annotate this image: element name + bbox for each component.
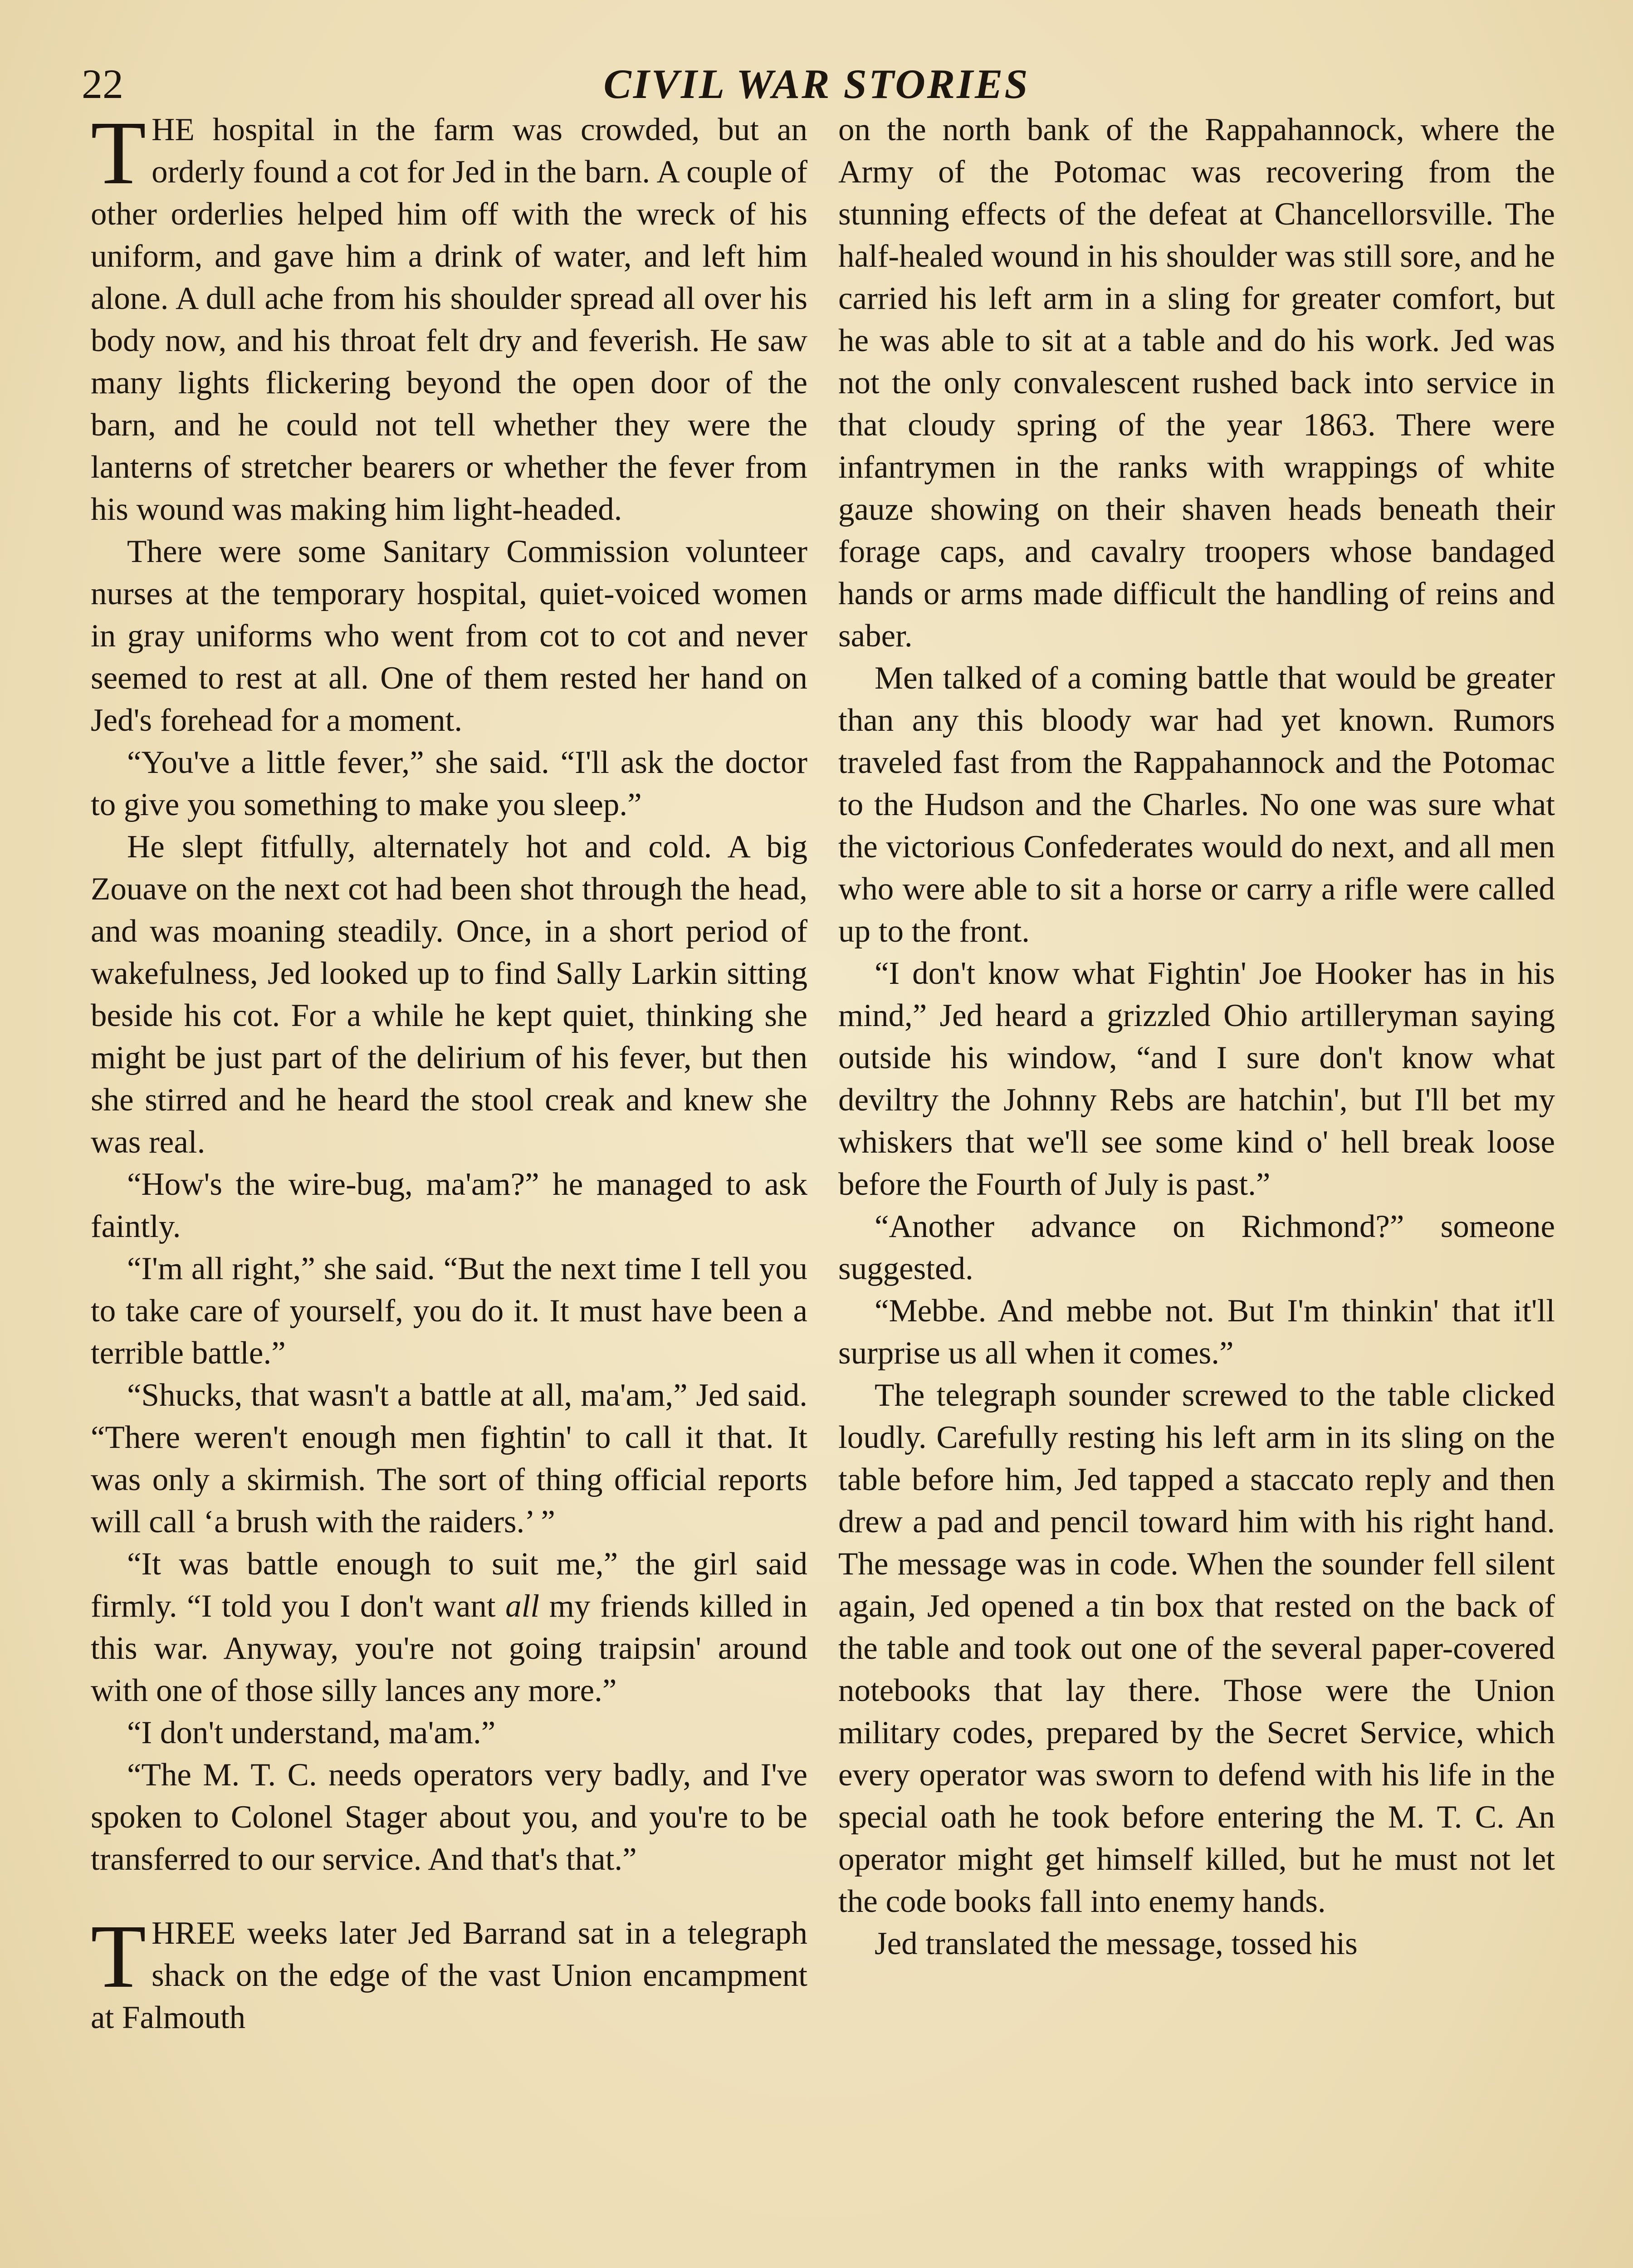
paragraph: “Another advance on Richmond?” someone suggested.: [838, 1209, 1555, 1286]
left-column: [91, 103, 807, 2039]
page-number: 22: [82, 61, 123, 107]
paragraph: He slept fitfully, alternately hot and cold. A big Zouave on the next cot had been shot through the head, and was moaning steadily. Once, in a short period of wakefulness, Jed looked up to find Sally Larkin sitting beside his cot. For a while he kept quiet, thinking she might be just part of the delirium of his fever, but then she stirred and he heard the stool creak and knew she was real.: [91, 829, 807, 1160]
page-header: [82, 54, 1551, 113]
paragraph: The telegraph sounder screwed to the table clicked loudly. Carefully resting his left arm in its sling on the table before him, Jed tapped a staccato reply and then drew a pad and pencil toward him with his right hand. The message was in code. When the sounder fell silent again, Jed opened a tin box that rested on the back of the table and took out one of the several paper-covered notebooks that lay there. Those were the Union military codes, prepared by the Secret Service, which every operator was sworn to defend with his life in the special oath he took before entering the M. T. C. An operator might get himself killed, but he must not let the code books fall into enemy hands.: [838, 1378, 1555, 1919]
paragraph: “I'm all right,” she said. “But the next time I tell you to take care of yourself, you do it. It must have been a terrible battle.”: [91, 1251, 807, 1371]
paragraph: “How's the wire-bug, ma'am?” he managed to ask faintly.: [91, 1167, 807, 1244]
paragraph: “Mebbe. And mebbe not. But I'm thinkin' that it'll surprise us all when it comes.”: [838, 1293, 1555, 1371]
paragraph: “You've a little fever,” she said. “I'll ask the doctor to give you something to make you sleep.”: [91, 745, 807, 822]
emphasis: all: [505, 1589, 540, 1624]
paragraph: “I don't know what Fightin' Joe Hooker has in his mind,” Jed heard a grizzled Ohio artilleryman saying outside his window, “and I sure don't know what deviltry the Johnny Rebs are hatchin', but I'll bet my whiskers that we'll see some kind o' hell break loose before the Fourth of July is past.”: [838, 956, 1555, 1202]
drop-cap: T: [91, 103, 147, 203]
right-column: [838, 109, 1555, 1965]
paragraph: THREE weeks later Jed Barrand sat in a telegraph shack on the edge of the vast Union encampment at Falmouth: [91, 1906, 807, 2035]
paragraph: “The M. T. C. needs operators very badly, and I've spoken to Colonel Stager about you, and you're to be transferred to our service. And that's that.”: [91, 1757, 807, 1877]
drop-cap: T: [91, 1906, 147, 2007]
paragraph: There were some Sanitary Commission volunteer nurses at the temporary hospital, quiet-voiced women in gray uniforms who went from cot to cot and never seemed to rest at all. One of them rested her hand on Jed's forehead for a moment.: [91, 534, 807, 738]
paragraph: THE hospital in the farm was crowded, but an orderly found a cot for Jed in the barn. A couple of other orderlies helped him off with the wreck of his uniform, and gave him a drink of water, and left him alone. A dull ache from his shoulder spread all over his body now, and his throat felt dry and feverish. He saw many lights flickering beyond the open door of the barn, and he could not tell whether they were the lanterns of stretcher bearers or whether the fever from his wound was making him light-headed.: [91, 103, 807, 527]
section-break: [91, 1881, 807, 1912]
paragraph: “Shucks, that wasn't a battle at all, ma'am,” Jed said. “There weren't enough men fightin' to call it that. It was only a skirmish. The sort of thing official reports will call ‘a brush with the raiders.’ ”: [91, 1378, 807, 1540]
paragraph: on the north bank of the Rappahannock, where the Army of the Potomac was recovering from the stunning effects of the defeat at Chancellorsville. The half-healed wound in his shoulder was still sore, and he carried his left arm in a sling for greater comfort, but he was able to sit at a table and do his work. Jed was not the only convalescent rushed back into service in that cloudy spring of the year 1863. There were infantrymen in the ranks with wrappings of white gauze showing on their shaven heads beneath their forage caps, and cavalry troopers whose bandaged hands or arms made difficult the handling of reins and saber.: [838, 112, 1555, 654]
paragraph: Men talked of a coming battle that would be greater than any this bloody war had yet known. Rumors traveled fast from the Rappahannock and the Potomac to the Hudson and the Charles. No one was sure what the victorious Confederates would do next, and all men who were able to sit a horse or carry a rifle were called up to the front.: [838, 660, 1555, 949]
paragraph: “I don't understand, ma'am.”: [127, 1715, 496, 1750]
paragraph: Jed translated the message, tossed his: [875, 1926, 1358, 1961]
magazine-title: CIVIL WAR STORIES: [603, 61, 1030, 107]
paragraph: “It was battle enough to suit me,” the girl said firmly. “I told you I don't want all my friends killed in this war. Anyway, you're not going traipsin' around with one of those silly lances any more.”: [91, 1546, 807, 1708]
